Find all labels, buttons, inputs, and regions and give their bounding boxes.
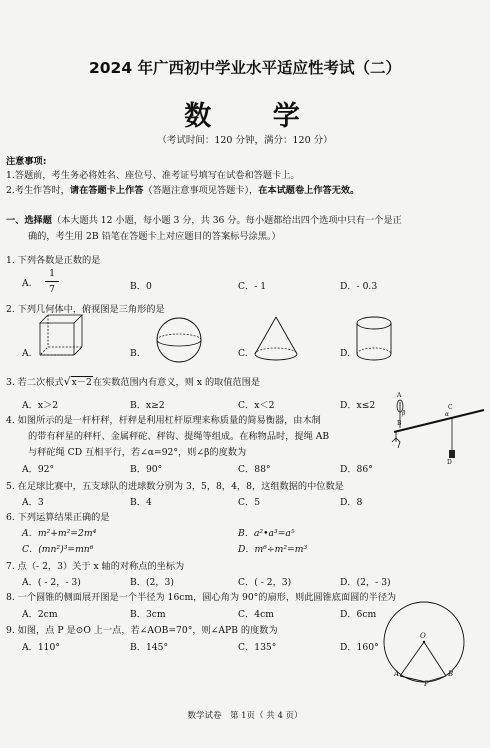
q9-stem: 9. 如图，点 P 是⊙O 上一点，若∠AOB=70°，则∠APB 的度数为 — [6, 625, 278, 636]
q6-option-a: A．m²+m²=2m⁴ — [22, 528, 97, 539]
q3-radicand: x－2 — [71, 377, 92, 388]
q9-option-b: B．145° — [130, 642, 169, 653]
q9-option-d: D．160° — [340, 642, 379, 653]
q4-fig-label-c: C — [448, 404, 453, 411]
section-1-desc-1: （本大题共 12 小题，每小题 3 分，共 36 分。每小题都给出四个选项中只有一个是正 — [51, 215, 402, 226]
section-1-intro — [6, 212, 402, 226]
q1-frac-bar — [45, 281, 59, 282]
q8-option-d: D．6cm — [340, 609, 377, 620]
q1-option-d: D．- 0.3 — [340, 281, 378, 292]
q2-option-d: D. — [340, 348, 350, 359]
sqrt-sign: √ — [63, 375, 71, 388]
cylinder-figure — [356, 316, 392, 362]
note-2-part-a: 2.考生作答时， — [6, 185, 70, 196]
q7-option-b: B．(2，3) — [130, 577, 174, 588]
q2-option-b: B. — [130, 348, 140, 359]
q3-option-d: D．x≤2 — [340, 400, 376, 411]
q4-line-1: 4. 如图所示的是一杆杆秤，杆秤是利用杠杆原理来称质量的简易衡器，由木制 — [6, 415, 321, 426]
q5-option-d: D．8 — [340, 497, 363, 508]
q9-fig-label-p: P — [424, 680, 429, 688]
q4-fig-beta: β — [402, 410, 406, 417]
q8-stem: 8. 一个圆锥的侧面展开图是一个半径为 16cm，圆心角为 90°的扇形，则此圆锥底面圆的半径为 — [6, 592, 397, 603]
q3-stem — [6, 374, 260, 388]
q6-option-c: C．(mn²)³=mn⁶ — [22, 544, 94, 555]
q4-option-d: D．86° — [340, 464, 373, 475]
q2-option-c: C. — [238, 348, 248, 359]
q3-option-b: B．x≥2 — [130, 400, 165, 411]
q8-option-b: B．3cm — [130, 609, 166, 620]
page-footer: 数学试卷 第 1页（ 共 4 页） — [187, 711, 303, 721]
note-2 — [6, 182, 359, 196]
q4-option-a: A．92° — [22, 464, 55, 475]
q5-option-c: C．5 — [238, 497, 261, 508]
q4-line-3: 与秤砣绳 CD 互相平行，若∠α=92°，则∠β的度数为 — [28, 447, 247, 458]
section-1-desc-2: 确的，考生用 2B 铅笔在答题卡上对应题目的答案标号涂黑。） — [28, 231, 281, 242]
steelyard-figure — [390, 392, 486, 470]
notes-heading: 注意事项: — [6, 156, 47, 167]
q8-option-c: C．4cm — [238, 609, 274, 620]
q5-stem: 5. 在足球比赛中，五支球队的进球数分别为 3，5，8，4，8，这组数据的中位数是 — [6, 481, 344, 492]
q4-fig-label-b: B — [397, 420, 402, 427]
q5-option-a: A．3 — [22, 497, 44, 508]
q7-stem: 7. 点（- 2，3）关于 x 轴的对称点的坐标为 — [6, 561, 185, 572]
q3-option-c: C．x＜2 — [238, 400, 275, 411]
q5-option-b: B．4 — [130, 497, 152, 508]
q8-option-a: A．2cm — [22, 609, 58, 620]
q3-stem-a: 3. 若二次根式 — [6, 377, 64, 388]
subject-title: 数 学 — [184, 101, 326, 132]
q1-frac-den: 7 — [49, 284, 55, 295]
cone-figure — [254, 316, 298, 362]
q3-option-a: A．x＞2 — [22, 400, 59, 411]
q9-option-c: C．135° — [238, 642, 277, 653]
q1-stem: 1. 下列各数是正数的是 — [6, 255, 101, 266]
q7-option-d: D．(2，- 3) — [340, 577, 391, 588]
q4-fig-alpha: α — [445, 411, 450, 418]
q3-stem-b: 在实数范围内有意义，则 x 的取值范围是 — [92, 377, 261, 388]
q9-fig-label-a: A — [394, 670, 400, 678]
q9-fig-label-b: B — [448, 670, 454, 678]
q1-option-b: B．0 — [130, 281, 152, 292]
note-1: 1.答题前，考生务必将姓名、座位号、准考证号填写在试卷和答题卡上。 — [6, 170, 300, 181]
q4-option-b: B．90° — [130, 464, 163, 475]
sphere-figure — [156, 317, 202, 363]
q7-option-a: A．( - 2，- 3) — [22, 577, 81, 588]
q1-option-a-label: A. — [22, 278, 32, 289]
q4-fig-label-d: D — [447, 459, 452, 466]
triangular-prism-figure — [36, 315, 86, 359]
note-2-part-b: 请在答题卡上作答 — [69, 185, 144, 196]
q9-option-a: A．110° — [22, 642, 60, 653]
q1-option-c: C．- 1 — [238, 281, 267, 292]
exam-title: 2024 年广西初中学业水平适应性考试（二） — [88, 59, 402, 77]
q2-option-a: A. — [22, 348, 32, 359]
q6-option-d: D．m⁶÷m²=m³ — [238, 544, 308, 555]
q4-line-2: 的带有秤星的秤杆、金属秤砣、秤钩、提绳等组成。在称物品时，提绳 AB — [28, 431, 330, 442]
note-2-part-c: （答题注意事项见答题卡）， — [143, 185, 259, 196]
q9-fig-label-o: O — [420, 632, 426, 640]
exam-info: （考试时间：120 分钟，满分：120 分） — [157, 135, 333, 146]
q2-stem: 2. 下列几何体中，俯视图是三角形的是 — [6, 304, 165, 315]
q4-option-c: C．88° — [238, 464, 271, 475]
q7-option-c: C．( - 2，3) — [238, 577, 292, 588]
q6-option-b: B．a²•a³=a⁵ — [238, 528, 295, 539]
q4-fig-label-a: A — [397, 392, 402, 399]
q6-stem: 6. 下列运算结果正确的是 — [6, 512, 110, 523]
section-1-heading: 一、选择题 — [6, 215, 52, 226]
note-2-part-d: 在本试题卷上作答无效。 — [258, 185, 360, 196]
q1-frac-num: 1 — [49, 268, 55, 279]
